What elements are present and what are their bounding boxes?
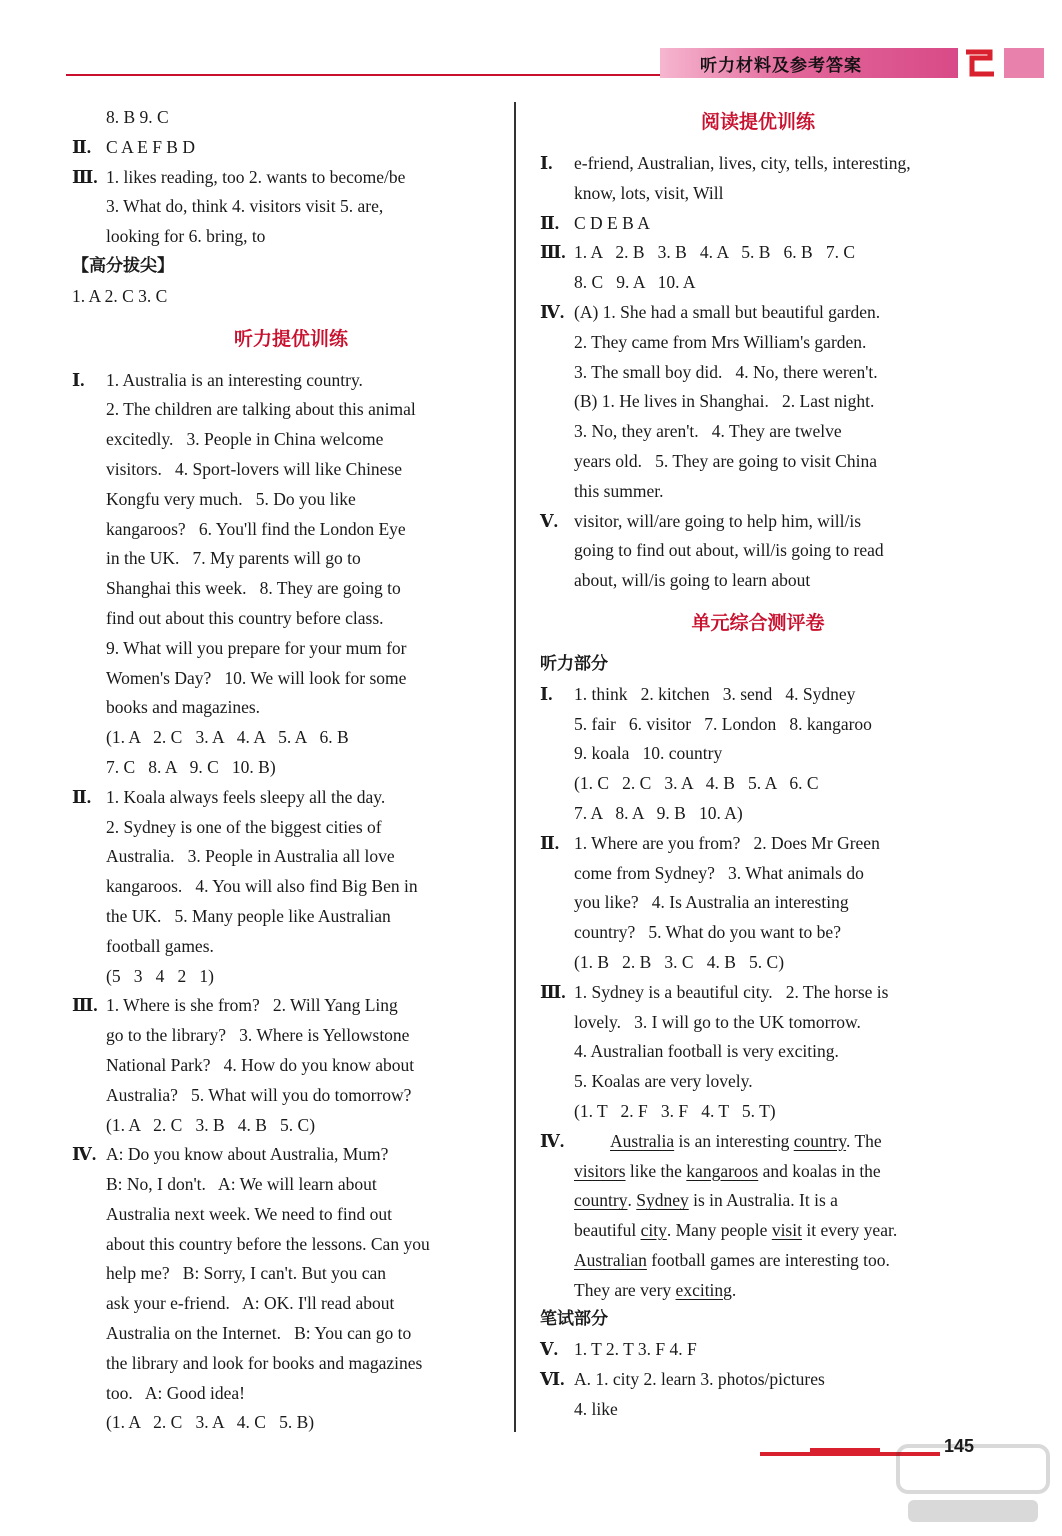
answer-text: (1. A 2. C 3. A 4. C 5. B): [106, 1412, 315, 1433]
section-title-tingli: 听力提优训练: [233, 327, 348, 350]
section-title-yuedu: 阅读提优训练: [700, 111, 815, 133]
answer-text: help me? B: Sorry, I can't. But you can: [106, 1263, 387, 1284]
column-divider: [514, 102, 516, 1432]
answer-line: [72, 693, 510, 723]
answer-line: [72, 1289, 510, 1319]
answer-text: too. A: Good idea!: [106, 1382, 246, 1403]
answer-line: [72, 1408, 510, 1438]
right-section-V: [540, 507, 976, 596]
section-title-danyuan: 单元综合测评卷: [691, 611, 825, 634]
roman-numeral: Ⅱ.: [72, 786, 92, 807]
answer-line: [72, 1200, 510, 1230]
answer-text: (5 3 4 2 1): [106, 965, 214, 986]
answer-line: [540, 238, 976, 268]
answer-line: [540, 1067, 976, 1097]
answer-line: 1. likes reading, too 2. wants to become/be: [106, 166, 406, 187]
answer-line: [540, 149, 976, 179]
passage-text: beautiful: [574, 1220, 641, 1241]
answer-line: [540, 179, 976, 209]
right-section-IV: [540, 298, 976, 507]
answer-text: football games.: [106, 935, 214, 956]
header-title: 听力材料及参考答案: [700, 56, 862, 76]
blank-word: city: [640, 1220, 667, 1241]
answer-text: (A) 1. She had a small but beautiful garden.: [574, 301, 881, 322]
subheading-bishi: 笔试部分: [540, 1309, 608, 1330]
answer-line: [540, 710, 976, 740]
answer-text: Shanghai this week. 8. They are going to: [106, 578, 401, 599]
answer-line: [72, 783, 510, 813]
answer-text: 2. The children are talking about this animal: [106, 399, 416, 420]
answer-text: Australia? 5. What will you do tomorrow?: [106, 1084, 412, 1105]
answer-line: 3. What do, think 4. visitors visit 5. are,: [106, 196, 384, 217]
blank-word: Australian: [574, 1249, 647, 1270]
answer-text: excitedly. 3. People in China welcome: [106, 429, 384, 450]
blank-word: Sydney: [636, 1190, 689, 1211]
left-section-III: [72, 991, 510, 1140]
watermark-logo: [888, 1440, 1058, 1530]
answer-line: [72, 574, 510, 604]
answer-line: [540, 799, 976, 829]
answer-text: (1. A 2. C 3. B 4. B 5. C): [106, 1114, 316, 1135]
roman-numeral: Ⅳ.: [540, 1130, 565, 1151]
answer-line: [540, 358, 976, 388]
answer-text: 9. koala 10. country: [574, 743, 723, 764]
left-section-II: [72, 783, 510, 992]
roman-numeral: Ⅳ.: [72, 1144, 97, 1165]
answer-line: [72, 872, 510, 902]
answer-line: 1. A 2. C 3. C: [72, 285, 168, 306]
answer-text: 1. Where are you from? 2. Does Mr Green: [574, 832, 880, 853]
answer-text: (B) 1. He lives in Shanghai. 2. Last night.: [574, 391, 875, 412]
passage-text: . Many people: [666, 1220, 772, 1241]
answer-line: [540, 387, 976, 417]
answer-line: [72, 485, 510, 515]
answer-text: books and magazines.: [106, 697, 261, 718]
passage-text: . The: [846, 1130, 882, 1151]
passage-text: .: [731, 1279, 737, 1300]
roman-numeral: Ⅲ.: [72, 166, 98, 187]
answer-text: in the UK. 7. My parents will go to: [106, 548, 361, 569]
right-column: [540, 103, 976, 1425]
right-section-III: [540, 238, 976, 298]
answer-text: you like? 4. Is Australia an interesting: [574, 892, 849, 913]
answer-text: country? 5. What do you want to be?: [574, 922, 841, 943]
test-section-III: [540, 978, 976, 1127]
answer-line: [540, 948, 976, 978]
answer-line: [72, 1259, 510, 1289]
answer-line: [540, 298, 976, 328]
answer-text: Australia. 3. People in Australia all love: [106, 846, 395, 867]
answer-text: 7. C 8. A 9. C 10. B): [106, 756, 276, 777]
test-section-I: [540, 680, 976, 829]
answer-line: [72, 1111, 510, 1141]
subheading-gaofen: 【高分拔尖】: [72, 255, 174, 276]
answer-text: come from Sydney? 3. What animals do: [574, 862, 864, 883]
header-tail: [1004, 48, 1044, 78]
blank-word: kangaroos: [686, 1160, 759, 1181]
answer-text: A: Do you know about Australia, Mum?: [106, 1144, 389, 1165]
answer-text: National Park? 4. How do you know about: [106, 1054, 415, 1075]
answer-line: [72, 1319, 510, 1349]
answer-text: 7. A 8. A 9. B 10. A): [574, 802, 743, 823]
roman-numeral: Ⅱ.: [540, 832, 560, 853]
roman-numeral: Ⅱ.: [540, 212, 560, 233]
answer-text: 1. Koala always feels sleepy all the day.: [106, 786, 386, 807]
answer-text: (1. C 2. C 3. A 4. B 5. A 6. C: [574, 773, 819, 794]
answer-text: 4. Australian football is very exciting.: [574, 1041, 839, 1062]
answer-line: [540, 507, 976, 537]
answer-text: find out about this country before class.: [106, 607, 384, 628]
answer-text: e-friend, Australian, lives, city, tells, interesting,: [574, 153, 911, 173]
answer-line: [540, 769, 976, 799]
answer-line: [540, 328, 976, 358]
test-section-II: [540, 829, 976, 978]
answer-text: about this country before the lessons. Can you: [106, 1233, 430, 1254]
bracket-icon: [960, 46, 1000, 80]
answer-text: kangaroos? 6. You'll find the London Eye: [106, 518, 406, 539]
answer-line: [72, 395, 510, 425]
subheading-tingli: 听力部分: [540, 653, 608, 674]
answer-line: [72, 1379, 510, 1409]
answer-text: 2. Sydney is one of the biggest cities of: [106, 816, 382, 837]
passage-text: football games are interesting too.: [646, 1249, 890, 1270]
passage-text: it every year.: [801, 1220, 898, 1241]
roman-numeral: Ⅱ.: [72, 136, 92, 157]
blank-word: exciting: [675, 1279, 732, 1300]
answer-line: [72, 515, 510, 545]
answer-text: 1. Sydney is a beautiful city. 2. The horse is: [574, 981, 889, 1002]
answer-line: [72, 1170, 510, 1200]
answer-line: [72, 1349, 510, 1379]
blank-word: visitors: [574, 1160, 626, 1181]
left-section-I: [72, 366, 510, 783]
answer-text: kangaroos. 4. You will also find Big Ben in: [106, 876, 418, 897]
answer-text: Women's Day? 10. We will look for some: [106, 667, 407, 688]
answer-text: 2. They came from Mrs William's garden.: [574, 331, 867, 352]
answer-line: [540, 918, 976, 948]
answer-line: [540, 447, 976, 477]
passage-text: They are very: [574, 1279, 676, 1300]
answer-line: [540, 859, 976, 889]
answer-text: 1. think 2. kitchen 3. send 4. Sydney: [574, 683, 856, 704]
roman-numeral: Ⅰ.: [72, 369, 85, 390]
roman-numeral: Ⅰ.: [540, 153, 553, 173]
answer-text: (1. B 2. B 3. C 4. B 5. C): [574, 951, 785, 972]
answer-text: 8. C 9. A 10. A: [574, 272, 696, 293]
answer-line: [72, 366, 510, 396]
answer-line: [540, 268, 976, 298]
roman-numeral: Ⅳ.: [540, 301, 565, 322]
answer-text: go to the library? 3. Where is Yellowstone: [106, 1025, 410, 1046]
answer-text: know, lots, visit, Will: [574, 182, 724, 203]
answer-text: 9. What will you prepare for your mum for: [106, 637, 407, 658]
answer-text: the UK. 5. Many people like Australian: [106, 905, 391, 926]
answer-line: [72, 1081, 510, 1111]
answer-text: going to find out about, will/is going to read: [574, 540, 884, 561]
answer-line: [540, 1037, 976, 1067]
answer-line: 1. T 2. T 3. F 4. F: [574, 1339, 697, 1360]
answer-line: [72, 1230, 510, 1260]
passage-text: and koalas in the: [758, 1160, 881, 1181]
passage-text: is in Australia. It is a: [688, 1190, 838, 1211]
answer-text: Australia on the Internet. B: You can go to: [106, 1323, 412, 1344]
answer-line: [540, 417, 976, 447]
answer-text: years old. 5. They are going to visit China: [574, 450, 877, 471]
blank-word: country: [574, 1190, 628, 1211]
blank-word: visit: [771, 1220, 802, 1241]
answer-line: [540, 536, 976, 566]
answer-line: [72, 1051, 510, 1081]
answer-text: 3. No, they aren't. 4. They are twelve: [574, 421, 842, 442]
answer-line: looking for 6. bring, to: [106, 226, 266, 247]
answer-line: [72, 634, 510, 664]
answer-line: [540, 680, 976, 710]
answer-text: 5. fair 6. visitor 7. London 8. kangaroo: [574, 713, 872, 734]
answer-text: Australia next week. We need to find out: [106, 1203, 392, 1224]
answer-line: 4. like: [574, 1398, 618, 1419]
answer-line: [540, 888, 976, 918]
answer-line: [540, 739, 976, 769]
answer-text: visitors. 4. Sport-lovers will like Chinese: [106, 458, 403, 479]
answer-text: (1. T 2. F 3. F 4. T 5. T): [574, 1100, 776, 1121]
passage-text: like the: [625, 1160, 687, 1181]
header-rule: [66, 74, 666, 76]
answer-text: about, will/is going to learn about: [574, 570, 811, 591]
answer-line: [72, 1021, 510, 1051]
answer-text: the library and look for books and magazines: [106, 1352, 423, 1373]
passage-text: .: [627, 1190, 637, 1211]
footer-rule-accent: [810, 1448, 880, 1454]
answer-text: Kongfu very much. 5. Do you like: [106, 488, 356, 509]
roman-numeral: Ⅲ.: [72, 995, 98, 1016]
roman-numeral: Ⅵ.: [540, 1369, 565, 1390]
answer-line: [540, 1097, 976, 1127]
page-number: 145: [944, 1436, 975, 1456]
roman-numeral: Ⅲ.: [540, 242, 566, 263]
answer-line: [72, 932, 510, 962]
answer-text: lovely. 3. I will go to the UK tomorrow.: [574, 1011, 861, 1032]
answer-line: [72, 842, 510, 872]
answer-text: 5. Koalas are very lovely.: [574, 1071, 753, 1092]
passage-text: is an interesting: [674, 1130, 794, 1151]
test-section-IV: [540, 1127, 976, 1306]
answer-line: [540, 477, 976, 507]
answer-line: [72, 544, 510, 574]
answer-line: [540, 1008, 976, 1038]
left-column: [72, 103, 510, 1438]
answer-text: (1. A 2. C 3. A 4. A 5. A 6. B: [106, 727, 349, 748]
answer-line: C A E F B D: [106, 136, 195, 157]
answer-text: 1. Where is she from? 2. Will Yang Ling: [106, 995, 398, 1016]
answer-line: [72, 902, 510, 932]
answer-line: [72, 1140, 510, 1170]
answer-line: [72, 991, 510, 1021]
right-section-I: [540, 149, 976, 209]
answer-line: A. 1. city 2. learn 3. photos/pictures: [574, 1369, 825, 1390]
answer-line: [72, 753, 510, 783]
answer-line: [540, 829, 976, 859]
answer-line: [72, 962, 510, 992]
answer-text: this summer.: [574, 480, 664, 501]
answer-line: [72, 604, 510, 634]
answer-line: [72, 455, 510, 485]
blank-word: country: [793, 1130, 847, 1151]
answer-line: 8. B 9. C: [106, 107, 169, 127]
answer-text: visitor, will/are going to help him, will/is: [574, 510, 862, 531]
roman-numeral: Ⅲ.: [540, 981, 566, 1002]
answer-line: [72, 723, 510, 753]
blank-word: Australia: [610, 1130, 675, 1151]
answer-line: [72, 664, 510, 694]
answer-line: [540, 566, 976, 596]
answer-text: 1. Australia is an interesting country.: [106, 369, 363, 390]
answer-line: [72, 813, 510, 843]
left-section-IV: [72, 1140, 510, 1438]
answer-text: B: No, I don't. A: We will learn about: [106, 1174, 377, 1195]
roman-numeral: Ⅴ.: [540, 510, 558, 531]
answer-line: C D E B A: [574, 212, 650, 233]
roman-numeral: Ⅰ.: [540, 683, 553, 704]
answer-line: [72, 425, 510, 455]
roman-numeral: Ⅴ.: [540, 1339, 558, 1360]
answer-text: 3. The small boy did. 4. No, there weren't.: [574, 361, 878, 382]
answer-text: 1. A 2. B 3. B 4. A 5. B 6. B 7. C: [574, 242, 856, 263]
answer-line: [540, 978, 976, 1008]
answer-text: ask your e-friend. A: OK. I'll read about: [106, 1293, 395, 1314]
